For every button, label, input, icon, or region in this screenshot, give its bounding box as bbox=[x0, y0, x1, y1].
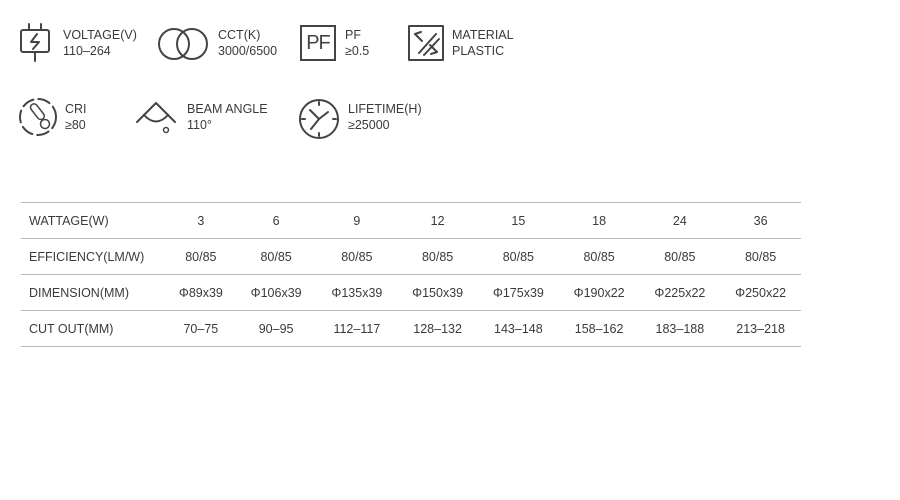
table-cell: 183–188 bbox=[639, 311, 720, 347]
table-cell: 12 bbox=[397, 203, 478, 239]
table-cell: 9 bbox=[316, 203, 397, 239]
table-row-wattage bbox=[21, 203, 801, 239]
beam-angle-label: BEAM ANGLE bbox=[187, 102, 268, 116]
table-cell: Φ106x39 bbox=[236, 275, 317, 311]
beam-angle-icon bbox=[135, 96, 183, 136]
row-header: CUT OUT(MM) bbox=[21, 311, 166, 347]
table-row-dimension bbox=[21, 275, 801, 311]
table-cell: 70–75 bbox=[166, 311, 236, 347]
table-cell: 24 bbox=[639, 203, 720, 239]
voltage-value: 110–264 bbox=[63, 44, 111, 58]
table-cell: 80/85 bbox=[639, 239, 720, 275]
spec-cri bbox=[17, 96, 87, 138]
table-cell: 80/85 bbox=[316, 239, 397, 275]
table-cell: 18 bbox=[559, 203, 640, 239]
table-cell: Φ225x22 bbox=[639, 275, 720, 311]
table-cell: Φ250x22 bbox=[720, 275, 801, 311]
plug-icon bbox=[17, 22, 57, 62]
table-cell: Φ175x39 bbox=[478, 275, 559, 311]
pf-icon bbox=[300, 25, 336, 61]
table-cell: 158–162 bbox=[559, 311, 640, 347]
row-header: EFFICIENCY(LM/W) bbox=[21, 239, 166, 275]
row-header: DIMENSION(MM) bbox=[21, 275, 166, 311]
spec-beam-angle bbox=[135, 96, 268, 136]
table-cell: Φ89x39 bbox=[166, 275, 236, 311]
spec-lifetime bbox=[297, 96, 422, 140]
pf-value: ≥0.5 bbox=[345, 44, 370, 58]
cri-value: ≥80 bbox=[65, 118, 86, 132]
table-cell: 80/85 bbox=[720, 239, 801, 275]
table-cell: 80/85 bbox=[166, 239, 236, 275]
table-cell: 213–218 bbox=[720, 311, 801, 347]
table-cell: 3 bbox=[166, 203, 236, 239]
table-cell: Φ135x39 bbox=[316, 275, 397, 311]
spec-voltage bbox=[17, 22, 137, 62]
cct-label: CCT(K) bbox=[218, 28, 261, 42]
table-cell: 80/85 bbox=[478, 239, 559, 275]
row-header: WATTAGE(W) bbox=[21, 203, 166, 239]
table-cell: 80/85 bbox=[559, 239, 640, 275]
spec-material bbox=[406, 22, 514, 62]
voltage-label: VOLTAGE(V) bbox=[63, 28, 137, 42]
table-cell: 112–117 bbox=[316, 311, 397, 347]
material-label: MATERIAL bbox=[452, 28, 514, 42]
table-cell: Φ190x22 bbox=[559, 275, 640, 311]
beam-angle-value: 110° bbox=[187, 118, 212, 132]
table-row-cut-out bbox=[21, 311, 801, 347]
cri-label: CRI bbox=[65, 102, 87, 116]
cct-value: 3000/6500 bbox=[218, 44, 278, 58]
table-cell: 15 bbox=[478, 203, 559, 239]
table-cell: 36 bbox=[720, 203, 801, 239]
table-cell: 80/85 bbox=[236, 239, 317, 275]
clock-icon bbox=[297, 96, 341, 140]
table-cell: 80/85 bbox=[397, 239, 478, 275]
spec-cct bbox=[155, 22, 277, 62]
lifetime-label: LIFETIME(H) bbox=[348, 102, 422, 116]
pf-label: PF bbox=[345, 28, 361, 42]
table-cell: 128–132 bbox=[397, 311, 478, 347]
pf-icon-text: PF bbox=[306, 31, 330, 54]
table-cell: 90–95 bbox=[236, 311, 317, 347]
material-value: PLASTIC bbox=[452, 44, 505, 58]
table-cell: 143–148 bbox=[478, 311, 559, 347]
overlapping-circles-icon bbox=[155, 22, 213, 62]
table-cell: 6 bbox=[236, 203, 317, 239]
lifetime-value: ≥25000 bbox=[348, 118, 390, 132]
table-row-efficiency bbox=[21, 239, 801, 275]
spec-table bbox=[21, 202, 801, 347]
table-cell: Φ150x39 bbox=[397, 275, 478, 311]
material-icon bbox=[406, 22, 446, 62]
thermometer-icon bbox=[17, 96, 59, 138]
spec-pf bbox=[300, 22, 369, 61]
